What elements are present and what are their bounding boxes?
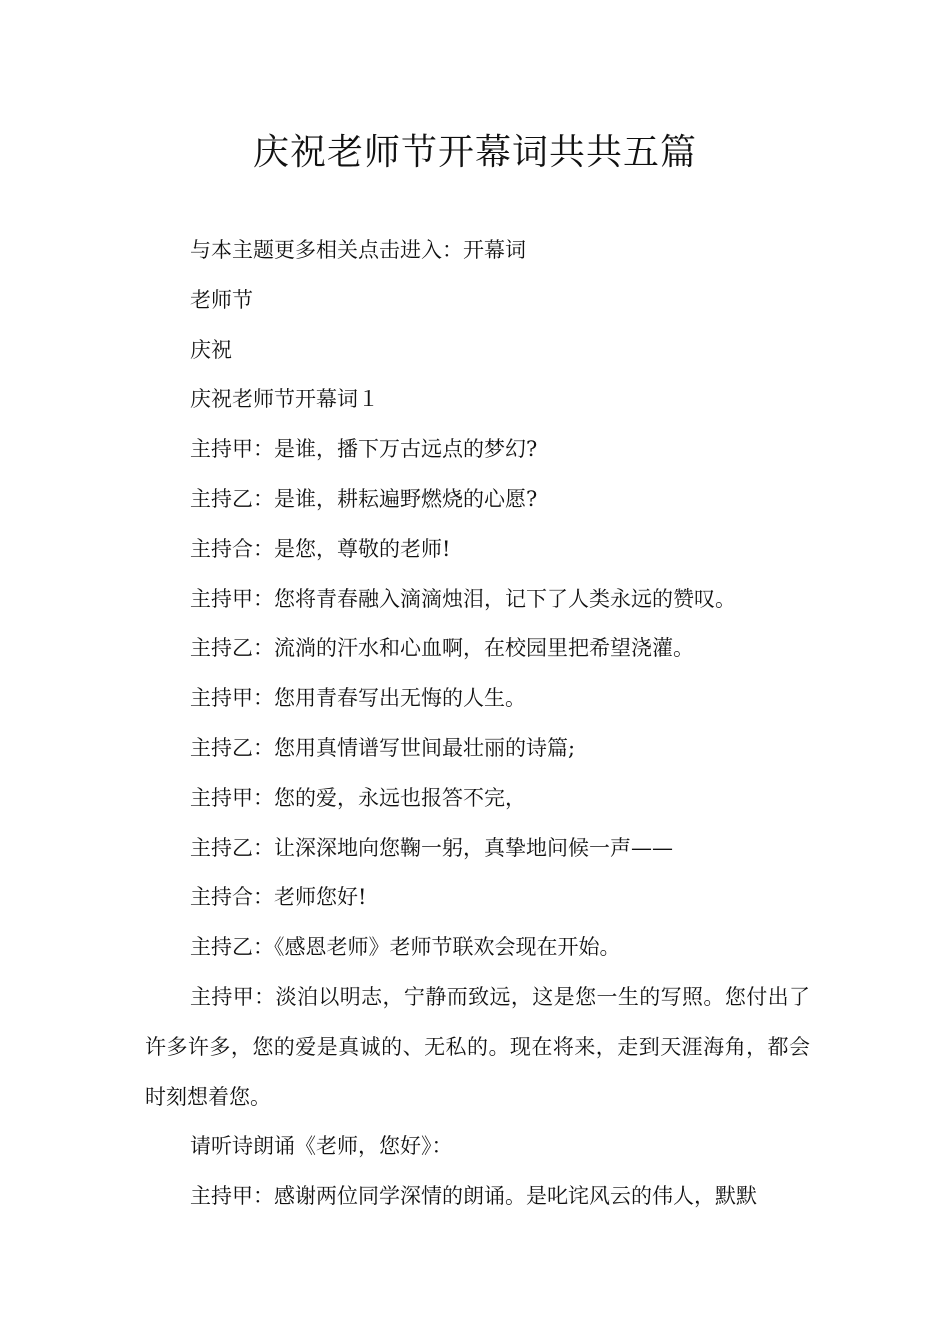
paragraph: 请听诗朗诵《老师，您好》：	[190, 1134, 453, 1159]
paragraph-tag-celebrate: 庆祝	[190, 337, 232, 362]
paragraph: 主持甲：感谢两位同学深情的朗诵。是叱诧风云的伟人，默默	[190, 1184, 757, 1209]
paragraph: 主持甲：您将青春融入滴滴烛泪，记下了人类永远的赞叹。	[190, 586, 736, 611]
paragraph-tag-teachers-day: 老师节	[190, 287, 253, 312]
paragraph: 主持乙：是谁，耕耘遍野燃烧的心愿?	[190, 486, 538, 511]
paragraph: 主持乙：让深深地向您鞠一躬，真挚地问候一声——	[190, 835, 673, 860]
document-body	[145, 226, 810, 1222]
paragraph: 主持甲：淡泊以明志，宁静而致远，这是您一生的写照。您付出了许多许多，您的爱是真诚的、无私的。现在将来，走到天涯海角，都会时刻想着您。	[145, 984, 810, 1109]
paragraph: 主持乙：您用真情谱写世间最壮丽的诗篇;	[190, 735, 576, 760]
paragraph: 主持乙：《感恩老师》老师节联欢会现在开始。	[190, 935, 621, 960]
document-title: 庆祝老师节开幕词共共五篇	[252, 132, 697, 173]
paragraph-related-link: 与本主题更多相关点击进入：开幕词	[190, 238, 526, 262]
paragraph: 主持甲：是谁，播下万古远点的梦幻?	[190, 437, 538, 462]
paragraph: 主持甲：您用青春写出无悔的人生。	[190, 686, 526, 711]
paragraph: 主持乙：流淌的汗水和心血啊，在校园里把希望浇灌。	[190, 636, 694, 661]
paragraph: 主持合：老师您好!	[190, 885, 367, 910]
paragraph: 主持合：是您，尊敬的老师!	[190, 536, 451, 561]
paragraph: 主持甲：您的爱，永远也报答不完，	[190, 785, 526, 810]
section-heading: 庆祝老师节开幕词１	[190, 387, 379, 412]
